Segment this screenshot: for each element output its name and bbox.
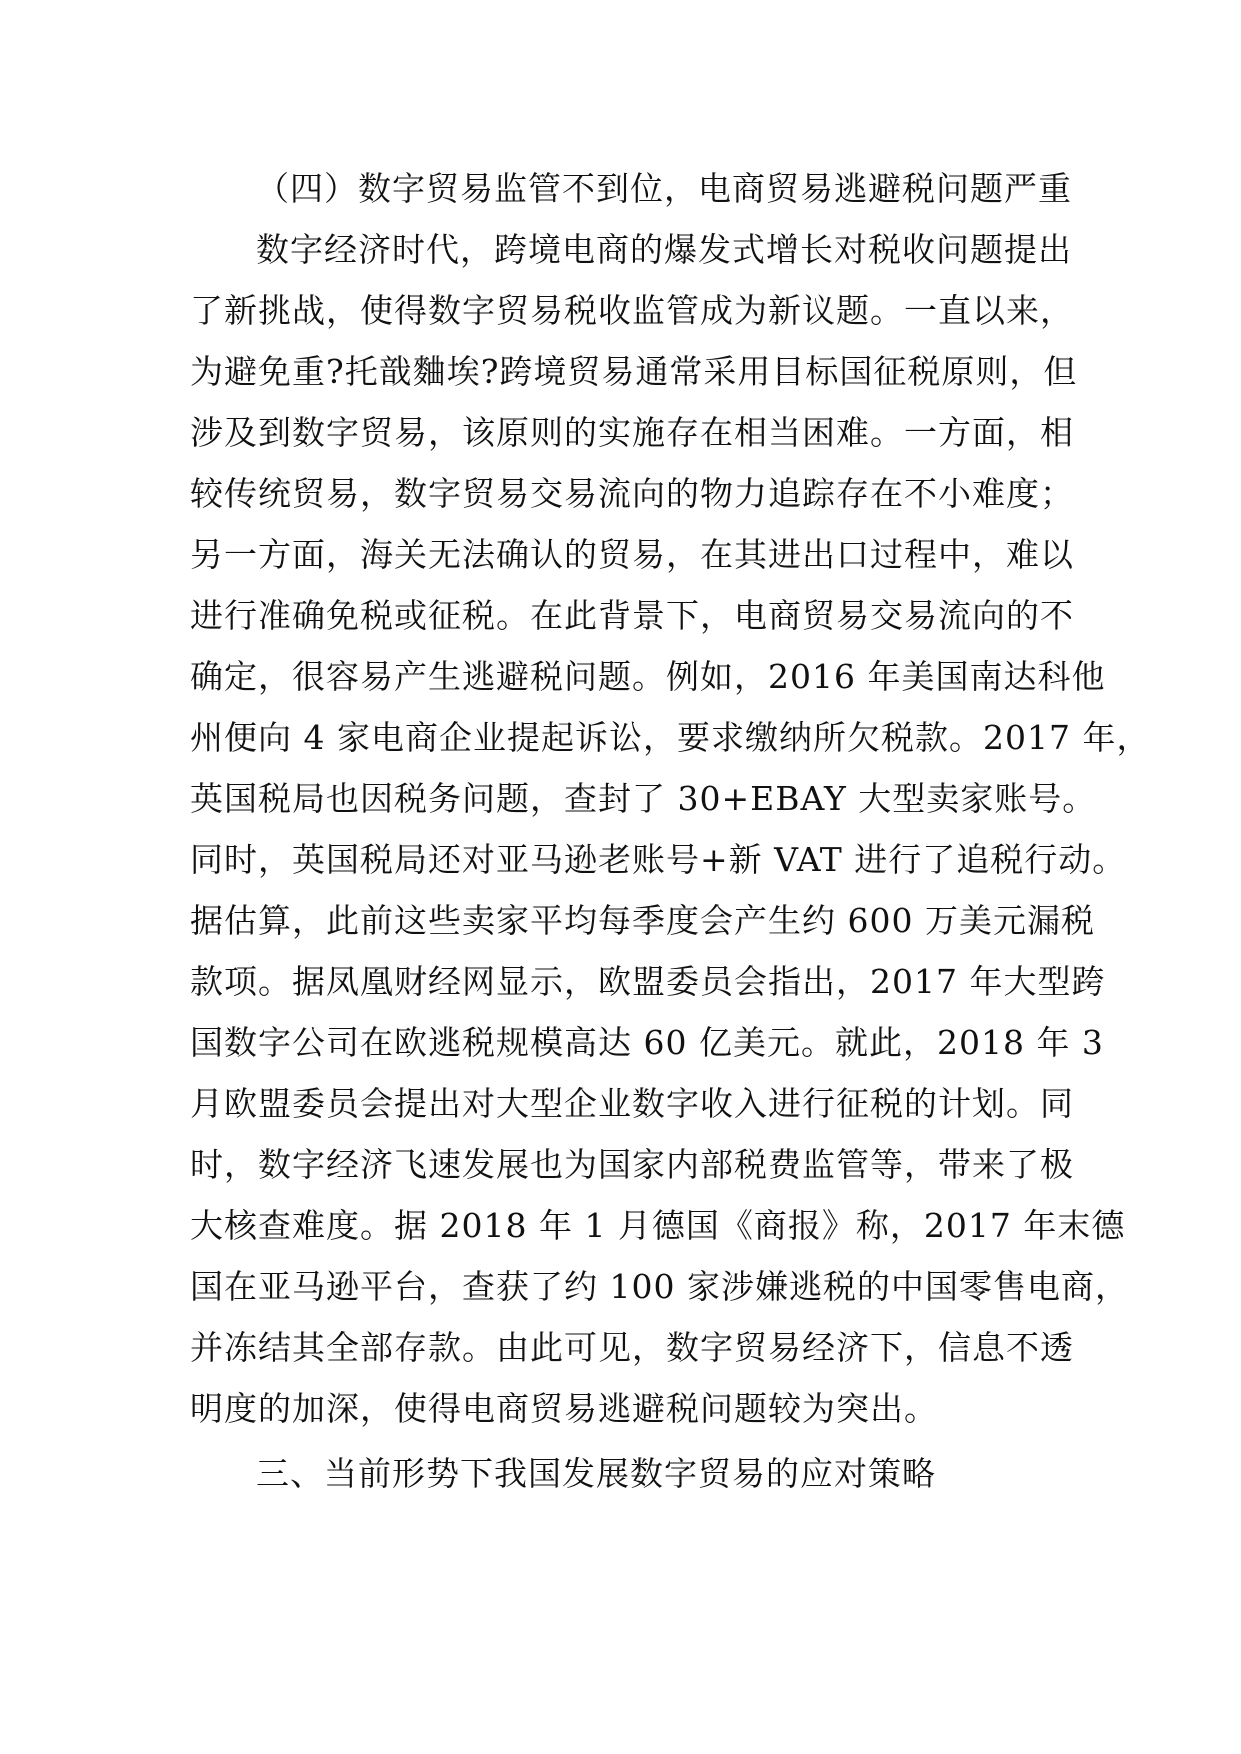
paragraph-line: 涉及到数字贸易，该原则的实施存在相当困难。一方面，相	[190, 413, 1074, 452]
paragraph-line: 进行准确免税或征税。在此背景下，电商贸易交易流向的不	[190, 596, 1074, 635]
paragraph-line: 月欧盟委员会提出对大型企业数字收入进行征税的计划。同	[190, 1084, 1074, 1123]
document-body	[190, 158, 1151, 1504]
paragraph-line: 时，数字经济飞速发展也为国家内部税费监管等，带来了极	[190, 1145, 1074, 1184]
paragraph-line: 同时，英国税局还对亚马逊老账号+新 VAT 进行了追税行动。	[190, 840, 1127, 879]
paragraph-line: 据估算，此前这些卖家平均每季度会产生约 600 万美元漏税	[190, 901, 1095, 940]
paragraph-line: 数字经济时代，跨境电商的爆发式增长对税收问题提出	[256, 230, 1072, 269]
paragraph-line: 较传统贸易，数字贸易交易流向的物力追踪存在不小难度；	[190, 474, 1074, 513]
paragraph-line: 并冻结其全部存款。由此可见，数字贸易经济下，信息不透	[190, 1328, 1074, 1367]
paragraph-line: 国在亚马逊平台，查获了约 100 家涉嫌逃税的中国零售电商，	[190, 1267, 1129, 1306]
section-heading: （四）数字贸易监管不到位，电商贸易逃避税问题严重	[256, 169, 1072, 208]
paragraph-line: 了新挑战，使得数字贸易税收监管成为新议题。一直以来，	[190, 291, 1074, 330]
paragraph-line: 另一方面，海关无法确认的贸易，在其进出口过程中，难以	[190, 535, 1074, 574]
paragraph-line: 州便向 4 家电商企业提起诉讼，要求缴纳所欠税款。2017 年，	[190, 718, 1151, 757]
paragraph-line: 大核查难度。据 2018 年 1 月德国《商报》称，2017 年末德	[190, 1206, 1126, 1245]
paragraph-line: 明度的加深，使得电商贸易逃避税问题较为突出。	[190, 1389, 938, 1428]
paragraph-line: 确定，很容易产生逃避税问题。例如，2016 年美国南达科他	[190, 657, 1106, 696]
body-paragraph	[190, 219, 1151, 1439]
paragraph-line: 为避免重?托戠麯埃?跨境贸易通常采用目标国征税原则，但	[190, 352, 1078, 391]
paragraph-line: 英国税局也因税务问题，查封了 30+EBAY 大型卖家账号。	[190, 779, 1097, 818]
next-section-heading: 三、当前形势下我国发展数字贸易的应对策略	[256, 1454, 936, 1493]
paragraph-line: 国数字公司在欧逃税规模高达 60 亿美元。就此，2018 年 3	[190, 1023, 1104, 1062]
paragraph-line: 款项。据凤凰财经网显示，欧盟委员会指出，2017 年大型跨	[190, 962, 1106, 1001]
